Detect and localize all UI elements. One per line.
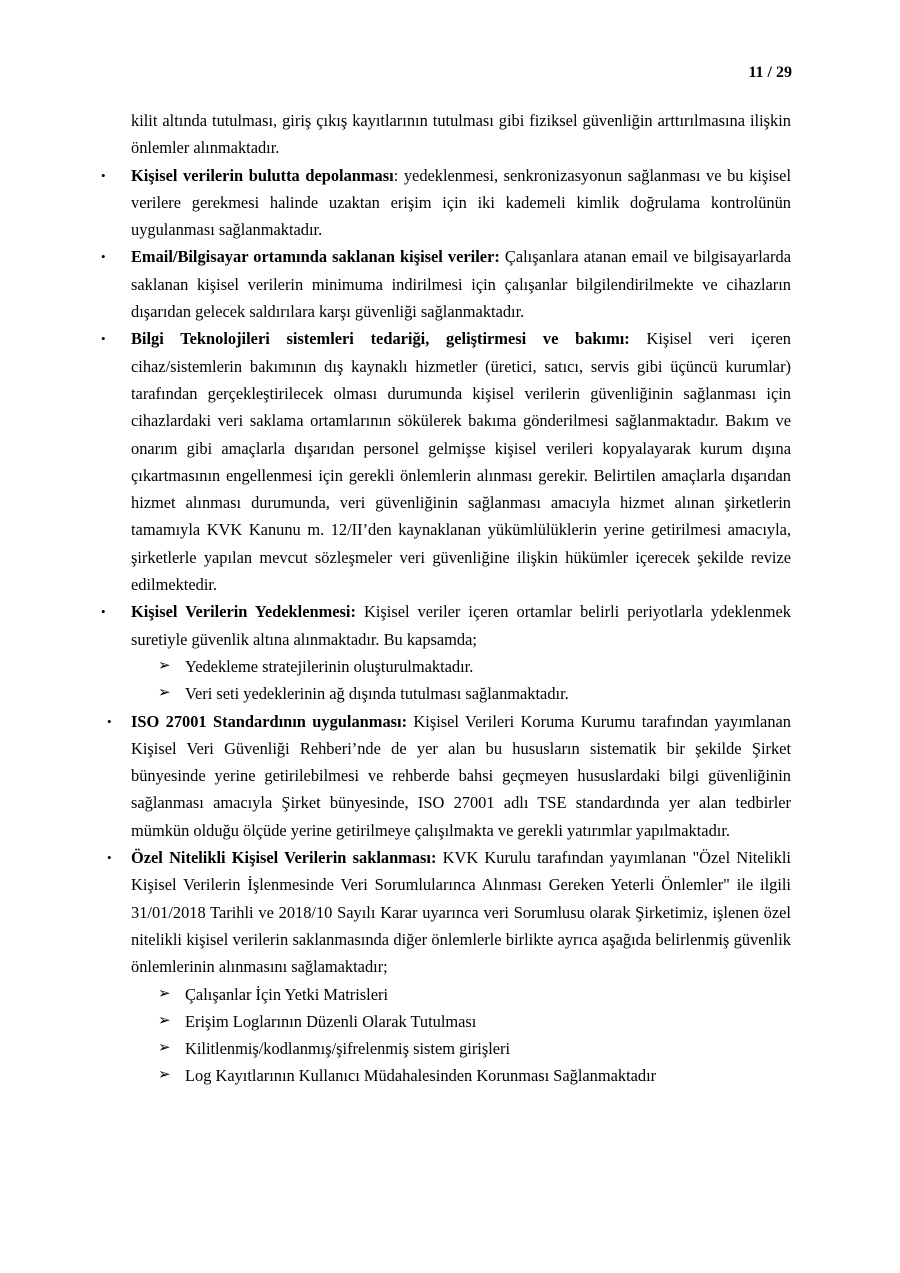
item-term: Kişisel Verilerin Yedeklenmesi:: [131, 602, 356, 622]
bullet-icon: •: [101, 331, 106, 347]
item-term: Kişisel verilerin bulutta depolanması: [131, 165, 394, 185]
list-item: [101, 598, 791, 653]
item-term: Email/Bilgisayar ortamında saklanan kişisel veriler:: [131, 247, 500, 267]
list-item: [107, 708, 791, 844]
sub-list: [131, 981, 791, 1090]
item-term: Özel Nitelikli Kişisel Verilerin saklanması:: [131, 848, 437, 868]
bullet-icon: •: [107, 850, 112, 866]
bullet-icon: •: [101, 249, 106, 265]
sub-list: [131, 653, 791, 708]
arrow-icon: ➢: [158, 1012, 171, 1029]
sub-item-text: Kilitlenmiş/kodlanmış/şifrelenmiş sistem girişleri: [185, 1039, 511, 1059]
sub-list-item: [131, 653, 791, 680]
sub-list-item: [131, 1008, 791, 1035]
sub-item-text: Erişim Loglarının Düzenli Olarak Tutulması: [185, 1011, 477, 1031]
arrow-icon: ➢: [158, 657, 171, 674]
list-item: [101, 243, 791, 325]
continuation-paragraph: kilit altında tutulması, giriş çıkış kayıtlarının tutulması gibi fiziksel güvenliğin arttırılmasına ilişkin önlemler alınmaktadır.: [131, 111, 791, 158]
sub-item-text: Veri seti yedeklerinin ağ dışında tutulması sağlanmaktadır.: [185, 684, 569, 704]
bullet-icon: •: [107, 713, 112, 729]
arrow-icon: ➢: [158, 1067, 171, 1084]
arrow-icon: ➢: [158, 685, 171, 702]
arrow-icon: ➢: [158, 985, 171, 1002]
sub-list-item: [131, 1035, 791, 1062]
item-text: Çalışanlara atanan email ve bilgisayarlarda saklanan kişisel verilerin minimuma indirilmesi için çalışanlar bilgilendirilmekte ve cihazların dışarıdan gelecek saldırılara karşı güvenliği sağlanmaktadır.: [131, 247, 791, 322]
arrow-icon: ➢: [158, 1040, 171, 1057]
bullet-icon: •: [101, 167, 106, 183]
bullet-icon: •: [101, 604, 106, 620]
item-term: ISO 27001 Standardının uygulanması:: [131, 711, 408, 731]
sub-item-text: Yedekleme stratejilerinin oluşturulmaktadır.: [185, 656, 474, 676]
sub-list-item: [131, 680, 791, 707]
sub-item-text: Çalışanlar İçin Yetki Matrisleri: [185, 984, 389, 1004]
page-number: 11 / 29: [748, 64, 792, 81]
document-body: [101, 107, 791, 1090]
item-term: Bilgi Teknolojileri sistemleri tedariği, geliştirmesi ve bakımı:: [131, 329, 630, 349]
item-text: Kişisel veri içeren cihaz/sistemlerin bakımının dış kaynaklı hizmetler (üretici, satıcı, servis gibi üçüncü kurumlar) tarafından gerçekleştirilecek olması durumunda kişisel verilerin güvenliğinin sağlanması için cihazlardaki veri saklama ortamlarının sökülerek bakıma gönderilmesi sağlanmaktadır. Bakım ve onarım gibi amaçlarla dışarıdan personel gelmişse kişisel verileri kopyalayarak kurum dışına çıkartmasının engellenmesi için gerekli önlemlerin alınması gerekir. Belirtilen amaçlarla dışarıdan hizmet alınması durumunda, veri güvenliğinin sağlanması amacıyla hizmet alınan şirketlerin tamamıyla KVK Kanunu m. 12/II’den kaynaklanan yükümlülüklerin yerine getirilmesi amacıyla, şirketlerle yapılan mevcut sözleşmeler veri güvenliğine ilişkin hükümler içerecek şekilde revize edilmektedir.: [131, 329, 791, 595]
item-text: : yedeklenmesi, senkronizasyonun sağlanması ve bu kişisel verilere gerekmesi halinde uzaktan erişim için iki kademeli kimlik doğrulama kontrolünün uygulanması sağlanmaktadır.: [131, 165, 791, 240]
list-item: [101, 325, 791, 598]
sub-list-item: [131, 981, 791, 1008]
item-text: KVK Kurulu tarafından yayımlanan "Özel Nitelikli Kişisel Verilerin İşlenmesinde Veri Sorumlularınca Alınması Gereken Yeterli Önlemler" ile ilgili 31/01/2018 Tarihli ve 2018/10 Sayılı Karar uyarınca veri Sorumlusu olarak Şirketimiz, işlenen özel nitelikli kişisel verilerin saklanmasında diğer önlemlerle birlikte ayrıca aşağıda belirlenmiş güvenlik önlemlerinin alınmasını sağlamaktadır;: [131, 848, 791, 977]
item-text: Kişisel veriler içeren ortamlar belirli periyotlarla ydeklenmek suretiyle güvenlik altına alınmaktadır. Bu kapsamda;: [131, 602, 791, 649]
sub-item-text: Log Kayıtlarının Kullanıcı Müdahalesinden Korunması Sağlanmaktadır: [185, 1066, 657, 1086]
list-item: [107, 844, 791, 980]
sub-list-item: [131, 1062, 791, 1089]
list-item: [101, 162, 791, 244]
item-text: Kişisel Verileri Koruma Kurumu tarafından yayımlanan Kişisel Veri Güvenliği Rehberi’nde de yer alan bu hususların sistematik bir şekilde Şirket bünyesinde yerine getirilebilmesi ve rehberde bahsi geçmeyen hususlardaki bilgi güvenliğinin sağlanması amacıyla Şirket bünyesinde, ISO 27001 adlı TSE standardında yer alan tedbirler mümkün olduğu ölçüde yerine getirilmeye çalışılmakta ve gerekli yatırımlar yapılmaktadır.: [131, 711, 791, 840]
